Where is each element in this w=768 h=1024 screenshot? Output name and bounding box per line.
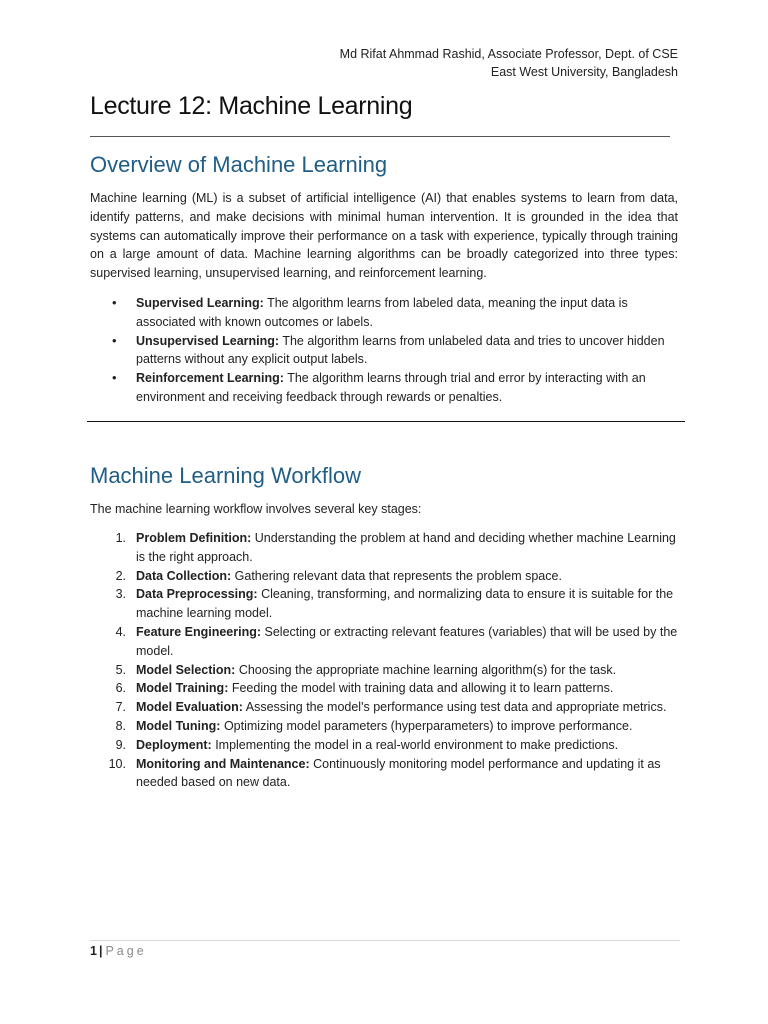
workflow-step-item bbox=[90, 661, 678, 680]
step-description: Assessing the model's performance using test data and appropriate metrics. bbox=[245, 700, 667, 715]
step-description: Choosing the appropriate machine learning algorithm(s) for the task. bbox=[238, 662, 617, 677]
step-term: Model Selection: bbox=[136, 662, 236, 677]
step-number: 6. bbox=[115, 681, 126, 696]
learning-type-description: The algorithm learns from labeled data, meaning the input data is associated with known outcomes or labels. bbox=[136, 296, 628, 329]
document-title: Lecture 12: Machine Learning bbox=[90, 92, 413, 120]
bullet-marker: • bbox=[112, 332, 117, 348]
step-term: Data Preprocessing: bbox=[136, 587, 258, 602]
learning-type-description: The algorithm learns through trial and error by interacting with an environment and receiving feedback through rewards or penalties. bbox=[136, 371, 646, 404]
workflow-step-item bbox=[90, 623, 678, 661]
step-number: 3. bbox=[115, 587, 126, 602]
step-description: Understanding the problem at hand and deciding whether machine Learning is the right approach. bbox=[136, 531, 676, 564]
workflow-step-item bbox=[90, 698, 678, 717]
learning-type-item bbox=[90, 294, 678, 332]
step-description: Optimizing model parameters (hyperparameters) to improve performance. bbox=[223, 718, 633, 733]
step-term: Model Evaluation: bbox=[136, 700, 243, 715]
step-description: Continuously monitoring model performance and updating it as needed based on new data. bbox=[136, 756, 661, 790]
step-description: Feeding the model with training data and allowing it to learn patterns. bbox=[231, 681, 614, 696]
page-number: 1 bbox=[90, 944, 97, 958]
learning-type-term: Reinforcement Learning: bbox=[136, 371, 284, 386]
step-description: Cleaning, transforming, and normalizing data to ensure it is suitable for the machine learning model. bbox=[136, 587, 674, 621]
learning-type-description: The algorithm learns from unlabeled data and tries to uncover hidden patterns without any explicit output labels. bbox=[136, 333, 665, 367]
step-number: 7. bbox=[115, 700, 126, 715]
workflow-step-item bbox=[90, 567, 678, 586]
learning-type-item bbox=[90, 369, 678, 407]
workflow-step-item bbox=[90, 736, 678, 755]
step-number: 9. bbox=[115, 737, 126, 752]
workflow-step-item bbox=[90, 679, 678, 698]
bullet-marker: • bbox=[112, 295, 117, 310]
learning-types-list bbox=[90, 294, 678, 407]
overview-paragraph: Machine learning (ML) is a subset of artificial intelligence (AI) that enables systems to learn from data, identify patterns, and make decisions with minimal human intervention. It is grounded in the idea that systems can automatically improve their performance on a task with experience, typically through training on a large amount of data. Machine learning algorithms can be broadly categorized into three types: supervised learning, unsupervised learning, and reinforcement learning. bbox=[90, 191, 678, 281]
step-number: 4. bbox=[115, 624, 126, 639]
step-term: Model Tuning: bbox=[136, 718, 221, 733]
page-footer bbox=[90, 944, 147, 958]
learning-type-term: Unsupervised Learning: bbox=[136, 333, 280, 348]
document-header bbox=[340, 45, 678, 81]
step-number: 5. bbox=[115, 662, 126, 677]
step-description: Implementing the model in a real-world environment to make predictions. bbox=[215, 737, 619, 752]
step-term: Deployment: bbox=[136, 737, 212, 752]
step-number: 1. bbox=[115, 531, 126, 545]
workflow-step-item bbox=[90, 755, 678, 793]
section-divider bbox=[87, 421, 685, 422]
step-term: Problem Definition: bbox=[136, 531, 252, 545]
workflow-intro: The machine learning workflow involves several key stages: bbox=[90, 502, 422, 516]
title-underline bbox=[90, 136, 670, 138]
overview-heading: Overview of Machine Learning bbox=[90, 152, 388, 177]
workflow-steps-list bbox=[90, 529, 678, 792]
workflow-step-item bbox=[90, 717, 678, 736]
footer-separator: | bbox=[98, 944, 103, 958]
step-term: Data Collection: bbox=[136, 568, 232, 583]
workflow-step-item bbox=[90, 585, 678, 623]
institution-line: East West University, Bangladesh bbox=[490, 65, 678, 79]
step-term: Monitoring and Maintenance: bbox=[136, 756, 310, 771]
step-number: 2. bbox=[115, 568, 126, 583]
step-number: 10. bbox=[108, 756, 126, 771]
workflow-heading: Machine Learning Workflow bbox=[90, 463, 362, 488]
page-label: Page bbox=[105, 944, 147, 958]
step-term: Model Training: bbox=[136, 681, 229, 696]
bullet-marker: • bbox=[112, 370, 117, 386]
step-description: Selecting or extracting relevant features (variables) that will be used by the model. bbox=[136, 624, 678, 658]
step-term: Feature Engineering: bbox=[136, 624, 262, 639]
author-line: Md Rifat Ahmmad Rashid, Associate Professor, Dept. of CSE bbox=[339, 47, 678, 61]
learning-type-item bbox=[90, 332, 678, 370]
learning-type-term: Supervised Learning: bbox=[136, 296, 264, 310]
step-number: 8. bbox=[115, 718, 126, 733]
footer-divider bbox=[90, 940, 680, 941]
workflow-step-item bbox=[90, 529, 678, 567]
step-description: Gathering relevant data that represents the problem space. bbox=[234, 568, 562, 583]
